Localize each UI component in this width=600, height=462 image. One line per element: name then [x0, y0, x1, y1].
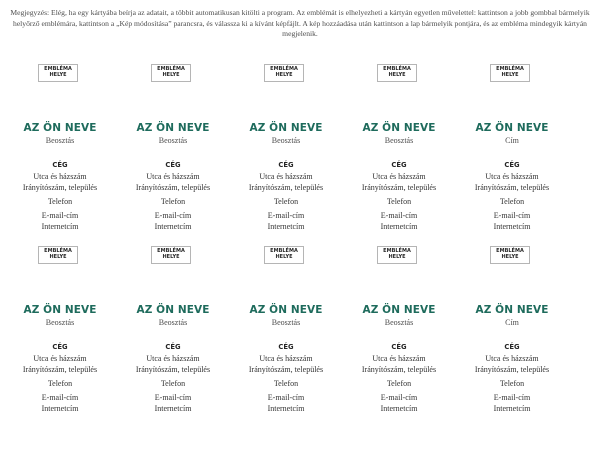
card-address: [342, 171, 456, 193]
logo-placeholder[interactable]: [264, 246, 304, 264]
card-address: [3, 353, 117, 375]
card-contact: [116, 393, 230, 414]
logo-placeholder[interactable]: [151, 246, 191, 264]
card-street[interactable]: Utca és házszám: [259, 354, 313, 363]
card-name[interactable]: AZ ÖN NEVE: [249, 304, 323, 316]
logo-placeholder[interactable]: [264, 64, 304, 82]
card-web[interactable]: Internetcím: [154, 403, 192, 413]
card-name[interactable]: AZ ÖN NEVE: [136, 122, 210, 134]
logo-placeholder[interactable]: [490, 246, 530, 264]
logo-placeholder-label: EMBLÉMA HELYE: [383, 66, 411, 78]
card-web[interactable]: Internetcím: [380, 221, 418, 231]
card-zip-city[interactable]: Irányítószám, település: [361, 183, 437, 192]
card-position[interactable]: Cím: [505, 318, 519, 327]
card-company[interactable]: CÉG: [52, 343, 68, 351]
card-street[interactable]: Utca és házszám: [146, 172, 200, 181]
card-phone[interactable]: Telefon: [47, 197, 73, 206]
card-zip-city[interactable]: Irányítószám, település: [135, 365, 211, 374]
card-email[interactable]: E-mail-cím: [154, 393, 192, 402]
card-company[interactable]: CÉG: [165, 161, 181, 169]
card-contact: [3, 211, 117, 232]
card-name[interactable]: AZ ÖN NEVE: [362, 304, 436, 316]
card-address: [229, 171, 343, 193]
card-street[interactable]: Utca és házszám: [485, 172, 539, 181]
card-street[interactable]: Utca és házszám: [146, 354, 200, 363]
card-email[interactable]: E-mail-cím: [267, 211, 305, 220]
card-phone[interactable]: Telefon: [160, 197, 186, 206]
card-name[interactable]: AZ ÖN NEVE: [362, 122, 436, 134]
logo-placeholder-label: EMBLÉMA HELYE: [157, 248, 185, 260]
card-phone[interactable]: Telefon: [160, 379, 186, 388]
card-zip-city[interactable]: Irányítószám, település: [474, 183, 550, 192]
card-contact: [455, 211, 569, 232]
logo-placeholder-label: EMBLÉMA HELYE: [270, 66, 298, 78]
card-name[interactable]: AZ ÖN NEVE: [475, 122, 549, 134]
card-web[interactable]: Internetcím: [493, 221, 531, 231]
card-position[interactable]: Beosztás: [271, 136, 301, 145]
card-position[interactable]: Beosztás: [45, 318, 75, 327]
card-zip-city[interactable]: Irányítószám, település: [135, 183, 211, 192]
logo-placeholder[interactable]: [377, 246, 417, 264]
card-position[interactable]: Beosztás: [384, 318, 414, 327]
logo-placeholder-label: EMBLÉMA HELYE: [157, 66, 185, 78]
card-name[interactable]: AZ ÖN NEVE: [249, 122, 323, 134]
card-contact: [229, 393, 343, 414]
card-zip-city[interactable]: Irányítószám, település: [361, 365, 437, 374]
card-email[interactable]: E-mail-cím: [493, 211, 531, 220]
card-contact: [455, 393, 569, 414]
card-web[interactable]: Internetcím: [267, 221, 305, 231]
card-company[interactable]: CÉG: [278, 343, 294, 351]
card-name[interactable]: AZ ÖN NEVE: [23, 304, 97, 316]
card-address: [116, 353, 230, 375]
card-position[interactable]: Beosztás: [45, 136, 75, 145]
card-company[interactable]: CÉG: [165, 343, 181, 351]
card-web[interactable]: Internetcím: [380, 403, 418, 413]
card-zip-city[interactable]: Irányítószám, település: [248, 183, 324, 192]
card-position[interactable]: Beosztás: [384, 136, 414, 145]
logo-placeholder[interactable]: [377, 64, 417, 82]
card-phone[interactable]: Telefon: [273, 379, 299, 388]
card-name[interactable]: AZ ÖN NEVE: [23, 122, 97, 134]
card-name[interactable]: AZ ÖN NEVE: [475, 304, 549, 316]
card-company[interactable]: CÉG: [504, 161, 520, 169]
card-street[interactable]: Utca és házszám: [33, 354, 87, 363]
card-web[interactable]: Internetcím: [267, 403, 305, 413]
card-company[interactable]: CÉG: [391, 343, 407, 351]
card-email[interactable]: E-mail-cím: [380, 393, 418, 402]
logo-placeholder[interactable]: [38, 246, 78, 264]
card-phone[interactable]: Telefon: [386, 379, 412, 388]
card-email[interactable]: E-mail-cím: [41, 393, 79, 402]
card-contact: [342, 393, 456, 414]
logo-placeholder-label: EMBLÉMA HELYE: [44, 248, 72, 260]
logo-placeholder[interactable]: [490, 64, 530, 82]
card-position[interactable]: Beosztás: [158, 318, 188, 327]
card-address: [455, 353, 569, 375]
card-web[interactable]: Internetcím: [41, 403, 79, 413]
card-name[interactable]: AZ ÖN NEVE: [136, 304, 210, 316]
card-address: [229, 353, 343, 375]
card-position[interactable]: Beosztás: [158, 136, 188, 145]
logo-placeholder-label: EMBLÉMA HELYE: [383, 248, 411, 260]
card-email[interactable]: E-mail-cím: [380, 211, 418, 220]
card-company[interactable]: CÉG: [52, 161, 68, 169]
card-address: [455, 171, 569, 193]
card-phone[interactable]: Telefon: [273, 197, 299, 206]
card-position[interactable]: Cím: [505, 136, 519, 145]
card-contact: [3, 393, 117, 414]
card-position[interactable]: Beosztás: [271, 318, 301, 327]
logo-placeholder[interactable]: [38, 64, 78, 82]
card-email[interactable]: E-mail-cím: [154, 211, 192, 220]
card-street[interactable]: Utca és házszám: [372, 354, 426, 363]
card-email[interactable]: E-mail-cím: [493, 393, 531, 402]
card-phone[interactable]: Telefon: [386, 197, 412, 206]
card-company[interactable]: CÉG: [278, 161, 294, 169]
card-web[interactable]: Internetcím: [154, 221, 192, 231]
card-street[interactable]: Utca és házszám: [33, 172, 87, 181]
card-company[interactable]: CÉG: [504, 343, 520, 351]
card-address: [342, 353, 456, 375]
card-phone[interactable]: Telefon: [499, 197, 525, 206]
card-address: [116, 171, 230, 193]
card-contact: [229, 211, 343, 232]
instruction-note: Megjegyzés: Elég, ha egy kártyába beírja az adatait, a többit automatikusan kitölti a program. Az emblémát is elhelyezheti a kártyán egyetlen művelettel: kattintson a jobb gombbal bármelyik helyőrző emblémára, kattintson a „Kép módosítása” parancsra, és válassza ki a kívánt képfájlt. A kép hozzáadása után kattintson a lap bármelyik pontjára, és az embléma mindegyik kártyán megjelenik.: [10, 8, 590, 38]
logo-placeholder-label: EMBLÉMA HELYE: [496, 248, 524, 260]
card-street[interactable]: Utca és házszám: [372, 172, 426, 181]
card-phone[interactable]: Telefon: [499, 379, 525, 388]
logo-placeholder-label: EMBLÉMA HELYE: [270, 248, 298, 260]
logo-placeholder-label: EMBLÉMA HELYE: [496, 66, 524, 78]
card-zip-city[interactable]: Irányítószám, település: [474, 365, 550, 374]
logo-placeholder[interactable]: [151, 64, 191, 82]
card-street[interactable]: Utca és házszám: [485, 354, 539, 363]
card-phone[interactable]: Telefon: [47, 379, 73, 388]
logo-placeholder-label: EMBLÉMA HELYE: [44, 66, 72, 78]
card-web[interactable]: Internetcím: [41, 221, 79, 231]
card-email[interactable]: E-mail-cím: [41, 211, 79, 220]
card-zip-city[interactable]: Irányítószám, település: [22, 183, 98, 192]
card-contact: [116, 211, 230, 232]
card-web[interactable]: Internetcím: [493, 403, 531, 413]
card-street[interactable]: Utca és házszám: [259, 172, 313, 181]
card-email[interactable]: E-mail-cím: [267, 393, 305, 402]
card-address: [3, 171, 117, 193]
card-contact: [342, 211, 456, 232]
card-company[interactable]: CÉG: [391, 161, 407, 169]
card-zip-city[interactable]: Irányítószám, település: [248, 365, 324, 374]
card-zip-city[interactable]: Irányítószám, település: [22, 365, 98, 374]
